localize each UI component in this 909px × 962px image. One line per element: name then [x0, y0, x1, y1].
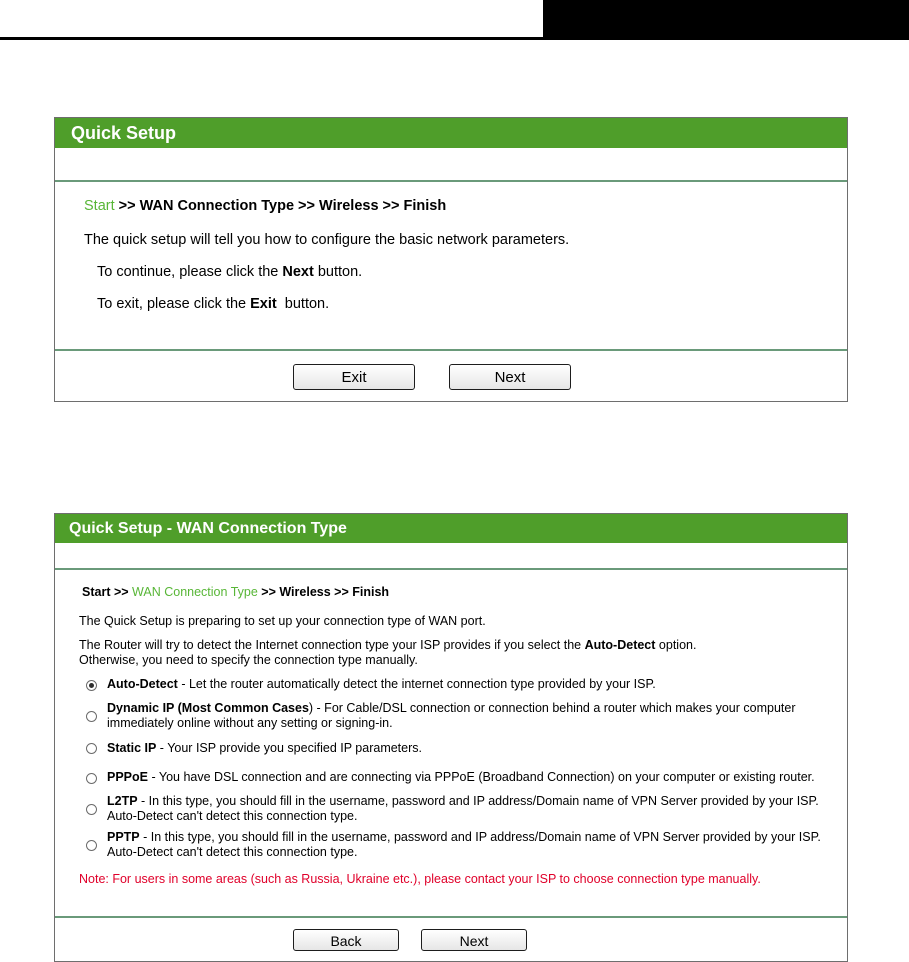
next-button[interactable]: Next	[449, 364, 571, 390]
breadcrumb-start: Start >>	[82, 585, 129, 599]
breadcrumb-steps: >> Wireless >> Finish	[261, 585, 390, 599]
detect-text: The Router will try to detect the Internet connection type your ISP provides if you select the Auto-Detect option.	[79, 638, 697, 652]
quick-setup-panel	[54, 117, 848, 402]
option-l2tp: L2TP - In this type, you should fill in the username, password and IP address/Domain name of VPN Server provided by your ISP. Auto-Detect can't detect this connection type.	[107, 794, 819, 823]
option-static-ip: Static IP - Your ISP provide you specified IP parameters.	[107, 741, 422, 755]
preparing-text: The Quick Setup is preparing to set up your connection type of WAN port.	[79, 614, 486, 628]
exit-instruction: To exit, please click the Exit button.	[97, 296, 330, 312]
top-separator	[55, 180, 847, 182]
exit-button[interactable]: Exit	[293, 364, 415, 390]
option-dynamic-ip: Dynamic IP (Most Common Cases) - For Cable/DSL connection or connection behind a router which makes your computer immediately online without any setting or signing-in.	[107, 701, 796, 730]
next-button[interactable]: Next	[421, 929, 527, 951]
top-separator	[55, 568, 847, 570]
bottom-separator	[55, 916, 847, 918]
breadcrumb-start: Start	[84, 198, 115, 214]
panel-title: Quick Setup - WAN Connection Type	[55, 514, 847, 543]
wan-connection-type-panel	[54, 513, 848, 962]
intro-text: The quick setup will tell you how to configure the basic network parameters.	[84, 232, 570, 248]
breadcrumb-steps: >> WAN Connection Type >> Wireless >> Finish	[118, 198, 447, 214]
radio-pppoe[interactable]	[86, 773, 97, 784]
breadcrumb-active-step: WAN Connection Type	[132, 585, 258, 599]
radio-pptp[interactable]	[86, 840, 97, 851]
panel-title: Quick Setup	[55, 118, 847, 148]
breadcrumb	[82, 585, 389, 599]
manual-text: Otherwise, you need to specify the connection type manually.	[79, 653, 418, 667]
bottom-separator	[55, 349, 847, 351]
option-auto-detect: Auto-Detect - Let the router automatically detect the internet connection type provided by your ISP.	[107, 677, 656, 691]
radio-dynamic-ip[interactable]	[86, 711, 97, 722]
document-header-rule	[0, 37, 909, 40]
radio-static-ip[interactable]	[86, 743, 97, 754]
continue-instruction: To continue, please click the Next button.	[97, 264, 363, 280]
note-text: Note: For users in some areas (such as Russia, Ukraine etc.), please contact your ISP to choose connection type manually.	[79, 872, 761, 886]
back-button[interactable]: Back	[293, 929, 399, 951]
document-header-block	[543, 0, 909, 37]
radio-l2tp[interactable]	[86, 804, 97, 815]
breadcrumb	[84, 198, 446, 214]
option-pppoe: PPPoE - You have DSL connection and are connecting via PPPoE (Broadband Connection) on your computer or existing router.	[107, 770, 815, 784]
option-pptp: PPTP - In this type, you should fill in the username, password and IP address/Domain name of VPN Server provided by your ISP. Auto-Detect can't detect this connection type.	[107, 830, 821, 859]
radio-auto-detect[interactable]	[86, 680, 97, 691]
